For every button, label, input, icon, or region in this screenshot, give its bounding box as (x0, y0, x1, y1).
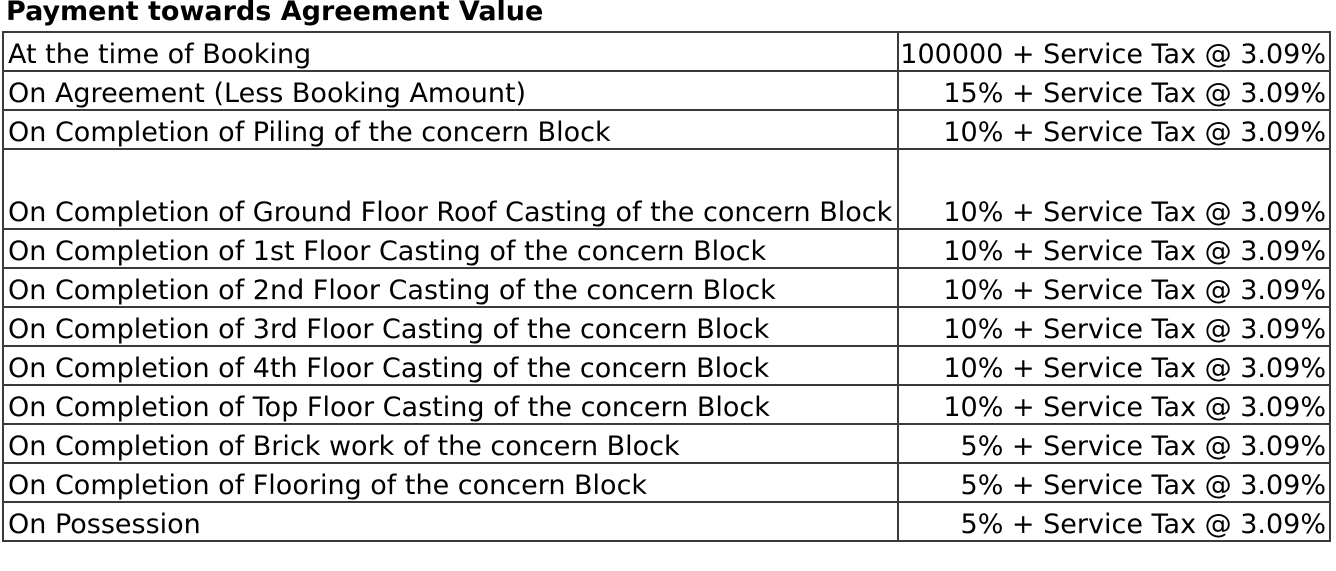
table-row (3, 110, 1330, 149)
stage-cell: On Possession (3, 502, 898, 541)
table-row (3, 71, 1330, 110)
amount-cell: 10% + Service Tax @ 3.09% (898, 229, 1330, 268)
stage-cell: On Completion of Brick work of the concern Block (3, 424, 898, 463)
stage-cell: On Completion of 3rd Floor Casting of the concern Block (3, 307, 898, 346)
table-row (3, 385, 1330, 424)
amount-cell: 10% + Service Tax @ 3.09% (898, 385, 1330, 424)
table-row (3, 502, 1330, 541)
stage-cell: On Completion of Top Floor Casting of the concern Block (3, 385, 898, 424)
stage-cell: On Completion of 1st Floor Casting of the concern Block (3, 229, 898, 268)
amount-cell: 10% + Service Tax @ 3.09% (898, 346, 1330, 385)
table-row (3, 149, 1330, 229)
stage-cell: On Completion of Piling of the concern Block (3, 110, 898, 149)
amount-cell: 10% + Service Tax @ 3.09% (898, 149, 1330, 229)
amount-cell: 5% + Service Tax @ 3.09% (898, 463, 1330, 502)
table-row (3, 463, 1330, 502)
stage-cell: On Completion of 4th Floor Casting of the concern Block (3, 346, 898, 385)
table-row (3, 307, 1330, 346)
stage-cell: On Agreement (Less Booking Amount) (3, 71, 898, 110)
amount-cell: 10% + Service Tax @ 3.09% (898, 307, 1330, 346)
stage-cell: At the time of Booking (3, 32, 898, 71)
stage-cell: On Completion of 2nd Floor Casting of the concern Block (3, 268, 898, 307)
amount-cell: 15% + Service Tax @ 3.09% (898, 71, 1330, 110)
amount-cell: 5% + Service Tax @ 3.09% (898, 424, 1330, 463)
table-row (3, 32, 1330, 71)
amount-cell: 100000 + Service Tax @ 3.09% (898, 32, 1330, 71)
table-row (3, 346, 1330, 385)
table-title: Payment towards Agreement Value (6, 0, 544, 27)
amount-cell: 5% + Service Tax @ 3.09% (898, 502, 1330, 541)
payment-schedule-table (2, 31, 1331, 542)
stage-cell: On Completion of Flooring of the concern Block (3, 463, 898, 502)
table-row (3, 229, 1330, 268)
table-row (3, 424, 1330, 463)
amount-cell: 10% + Service Tax @ 3.09% (898, 268, 1330, 307)
stage-cell: On Completion of Ground Floor Roof Casting of the concern Block (3, 149, 898, 229)
amount-cell: 10% + Service Tax @ 3.09% (898, 110, 1330, 149)
table-row (3, 268, 1330, 307)
